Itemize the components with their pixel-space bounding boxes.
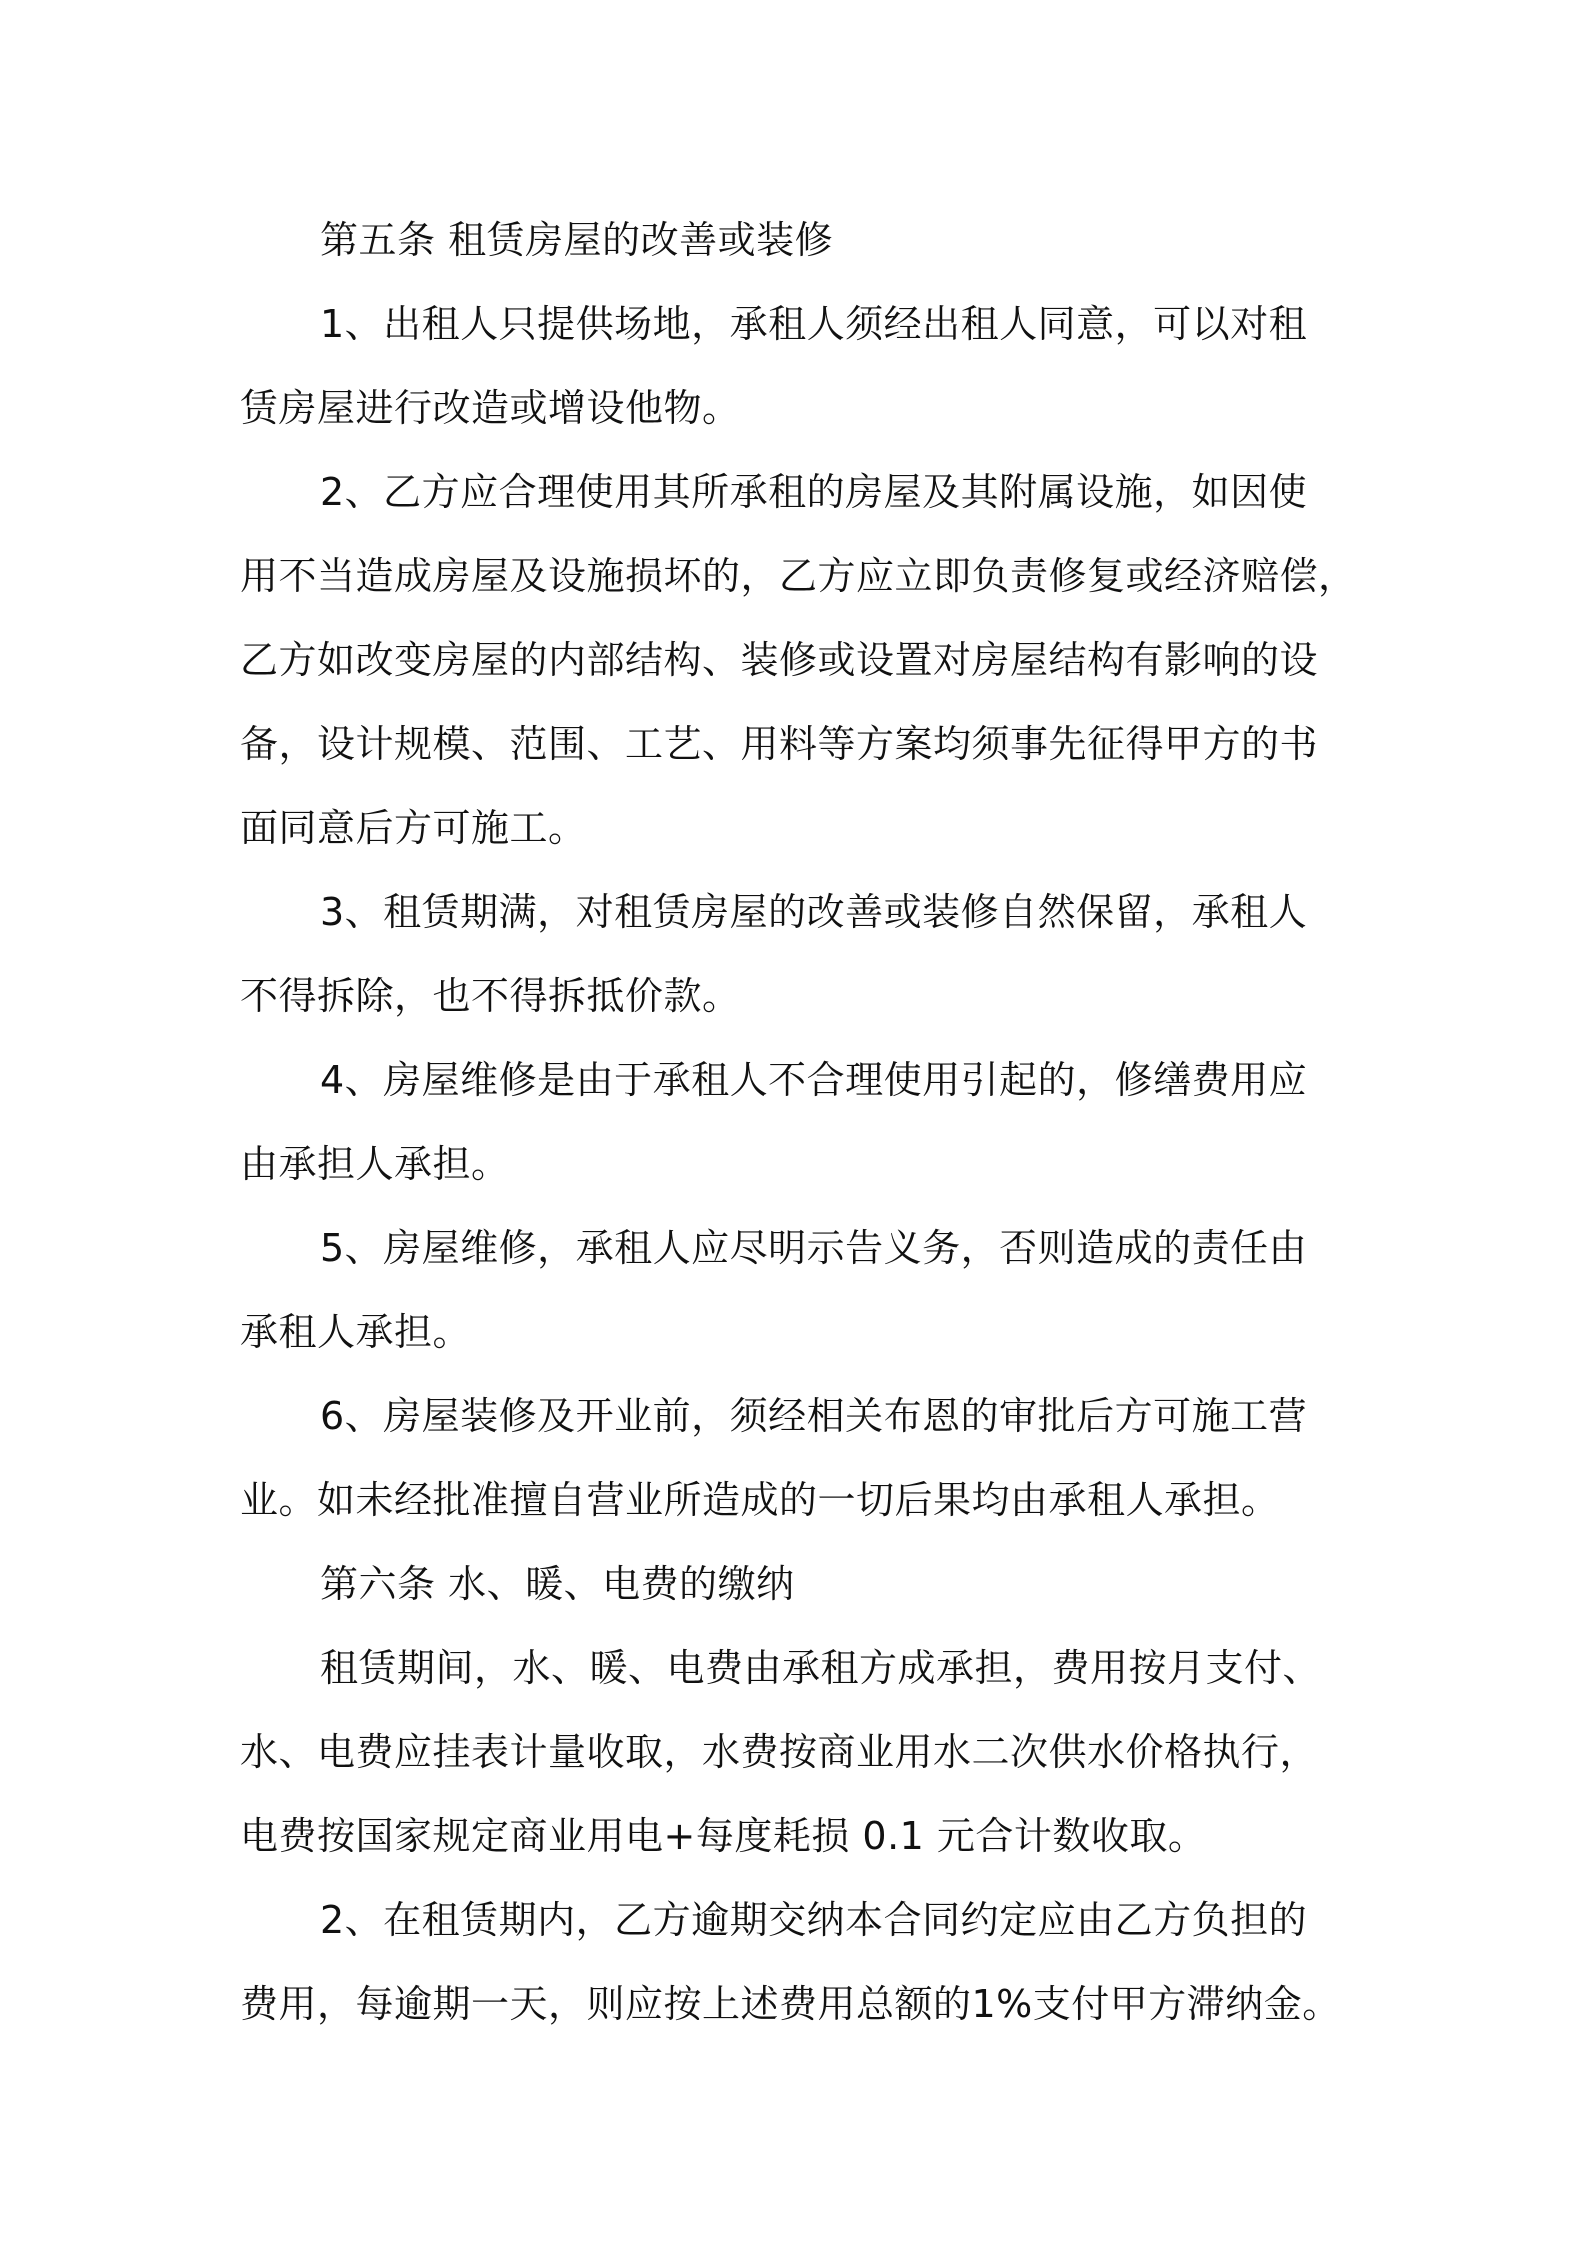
clause-6-1-line-3: 电费按国家规定商业用电+每度耗损 0.1 元合计数收取。 (240, 1814, 1207, 1858)
clause-5-4-line-1: 4、房屋维修是由于承租人不合理使用引起的，修缮费用应 (320, 1058, 1308, 1102)
clause-5-5-line-2: 承租人承担。 (240, 1310, 472, 1354)
clause-5-1-line-1: 1、出租人只提供场地，承租人须经出租人同意，可以对租 (320, 302, 1308, 346)
clause-5-4-line-2: 由承担人承担。 (240, 1142, 510, 1186)
clause-5-5-line-1: 5、房屋维修，承租人应尽明示告义务，否则造成的责任由 (320, 1226, 1308, 1270)
article-5-heading: 第五条 租赁房屋的改善或装修 (320, 218, 834, 262)
clause-5-1-line-2: 赁房屋进行改造或增设他物。 (240, 386, 741, 430)
clause-6-1-line-1: 租赁期间，水、暖、电费由承租方成承担，费用按月支付、 (320, 1646, 1322, 1690)
clause-5-2-line-3: 乙方如改变房屋的内部结构、装修或设置对房屋结构有影响的设 (240, 638, 1319, 682)
clause-5-2-line-4: 备，设计规模、范围、工艺、用料等方案均须事先征得甲方的书 (240, 722, 1319, 766)
clause-6-2-line-1: 2、在租赁期内，乙方逾期交纳本合同约定应由乙方负担的 (320, 1898, 1308, 1942)
clause-5-2-line-5: 面同意后方可施工。 (240, 806, 587, 850)
document-page (240, 198, 1360, 2046)
clause-6-2-line-2: 费用，每逾期一天，则应按上述费用总额的1%支付甲方滞纳金。 (240, 1982, 1341, 2026)
clause-5-2-line-1: 2、乙方应合理使用其所承租的房屋及其附属设施，如因使 (320, 470, 1308, 514)
article-6-heading: 第六条 水、暖、电费的缴纳 (320, 1562, 795, 1606)
clause-5-3-line-2: 不得拆除，也不得拆抵价款。 (240, 974, 741, 1018)
clause-5-6-line-2: 业。如未经批准擅自营业所造成的一切后果均由承租人承担。 (240, 1478, 1280, 1522)
clause-6-1-line-2: 水、电费应挂表计量收取，水费按商业用水二次供水价格执行， (240, 1730, 1319, 1774)
clause-5-3-line-1: 3、租赁期满，对租赁房屋的改善或装修自然保留，承租人 (320, 890, 1308, 934)
clause-5-6-line-1: 6、房屋装修及开业前，须经相关布恩的审批后方可施工营 (320, 1394, 1308, 1438)
clause-5-2-line-2: 用不当造成房屋及设施损坏的，乙方应立即负责修复或经济赔偿， (240, 554, 1357, 598)
